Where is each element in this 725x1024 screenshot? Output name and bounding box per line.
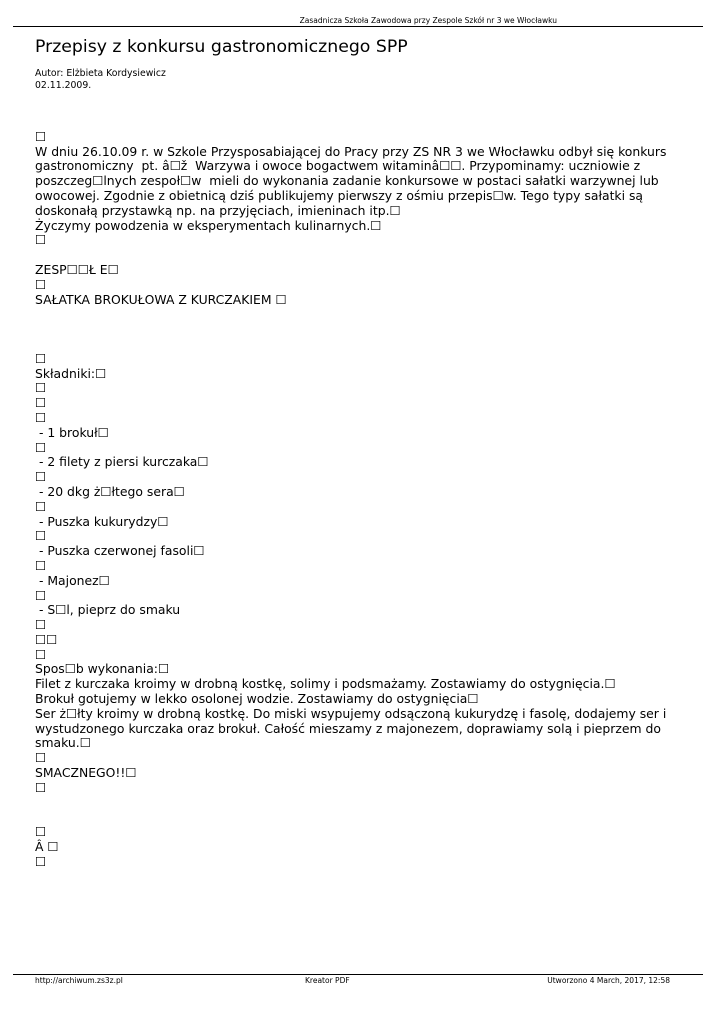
body-line: ☐ <box>35 557 47 573</box>
body-line: Filet z kurczaka kroimy w drobną kostkę, solimy i podsmażamy. Zostawiamy do ostygnięcia.☐ <box>35 676 616 692</box>
body-line: ☐ <box>35 646 47 662</box>
body-line: owocowej. Zgodnie z obietnicą dziś publikujemy pierwszy z ośmiu przepis☐w. Tego typy sałatki są <box>35 187 644 203</box>
body-line: ☐ <box>35 439 47 455</box>
body-line: Spos☐b wykonania:☐ <box>35 661 170 677</box>
body-line: Brokuł gotujemy w lekko osolonej wodzie. Zostawiamy do ostygnięcia☐ <box>35 691 479 707</box>
body-line: smaku.☐ <box>35 735 91 751</box>
body-line: ☐ <box>35 380 47 396</box>
body-line <box>35 115 675 130</box>
body-line: ☐ <box>35 853 47 869</box>
body-line: - Majonez☐ <box>35 572 110 588</box>
body-line: - 20 dkg ż☐łtego sera☐ <box>35 483 185 499</box>
body-line: Składniki:☐ <box>35 365 107 381</box>
body-line: ☐ <box>35 750 47 766</box>
body-line: W dniu 26.10.09 r. w Szkole Przysposabiającej do Pracy przy ZS NR 3 we Włocławku odbył się konkurs <box>35 143 667 159</box>
body-line <box>35 796 675 811</box>
body-line: - Puszka kukurydzy☐ <box>35 513 169 529</box>
body-line <box>35 337 675 352</box>
body-line: ☐ <box>35 128 47 144</box>
footer-created: Utworzono 4 March, 2017, 12:58 <box>547 976 670 985</box>
article-meta <box>35 68 166 92</box>
article-title: Przepisy z konkursu gastronomicznego SPP <box>35 37 408 57</box>
body-line: ☐ <box>35 350 47 366</box>
body-line: ☐ <box>35 409 47 425</box>
footer-generator: Kreator PDF <box>305 976 350 985</box>
body-line: ☐ <box>35 395 47 411</box>
body-line: ☐ <box>35 232 47 248</box>
article-date: 02.11.2009. <box>35 80 92 91</box>
body-line: ☐☐ <box>35 631 58 647</box>
page-header-site: Zasadnicza Szkoła Zawodowa przy Zespole Szkół nr 3 we Włocławku <box>299 16 557 25</box>
body-line: doskonałą przystawką np. na przyjęciach, imieninach itp.☐ <box>35 202 401 218</box>
body-line: - 1 brokuł☐ <box>35 424 109 440</box>
footer-divider <box>13 974 703 975</box>
body-line: - S☐l, pieprz do smaku <box>35 602 181 618</box>
body-line: SAŁATKA BROKUŁOWA Z KURCZAKIEM ☐ <box>35 291 287 307</box>
body-line: wystudzonego kurczaka oraz brokuł. Całość mieszamy z majonezem, doprawiamy solą i pieprzem do <box>35 720 661 736</box>
body-line: SMACZNEGO!!☐ <box>35 765 137 781</box>
body-line: ☐ <box>35 617 47 633</box>
body-line: ☐ <box>35 276 47 292</box>
body-line: ZESP☐☐Ł E☐ <box>35 261 119 277</box>
body-line: poszczeg☐lnych zespoł☐w mieli do wykonania zadanie konkursowe w postaci sałatki warzywnej lub <box>35 173 659 189</box>
body-line: gastronomiczny pt. â☐ž Warzywa i owoce bogactwem witaminâ☐☐. Przypominamy: uczniowie z <box>35 158 641 174</box>
body-line: ☐ <box>35 469 47 485</box>
body-line <box>35 810 675 825</box>
body-line: Ser ż☐łty kroimy w drobną kostkę. Do miski wsypujemy odsączoną kukurydzę i fasolę, dodajemy ser i <box>35 705 667 721</box>
body-line: ☐ <box>35 528 47 544</box>
footer-url: http://archiwum.zs3z.pl <box>35 976 123 985</box>
body-line: - 2 filety z piersi kurczaka☐ <box>35 454 209 470</box>
body-line <box>35 322 675 337</box>
body-line: ☐ <box>35 587 47 603</box>
body-line: ☐ <box>35 779 47 795</box>
header-divider <box>13 26 703 27</box>
body-line: Życzymy powodzenia w eksperymentach kulinarnych.☐ <box>35 217 382 233</box>
article-body <box>35 115 675 870</box>
article-author: Autor: Elżbieta Kordysiewicz <box>35 68 166 79</box>
body-line <box>35 248 675 263</box>
body-line: - Puszka czerwonej fasoli☐ <box>35 543 205 559</box>
body-line <box>35 307 675 322</box>
body-line: ☐ <box>35 824 47 840</box>
body-line: ☐ <box>35 498 47 514</box>
body-line: Â ☐ <box>35 839 59 855</box>
